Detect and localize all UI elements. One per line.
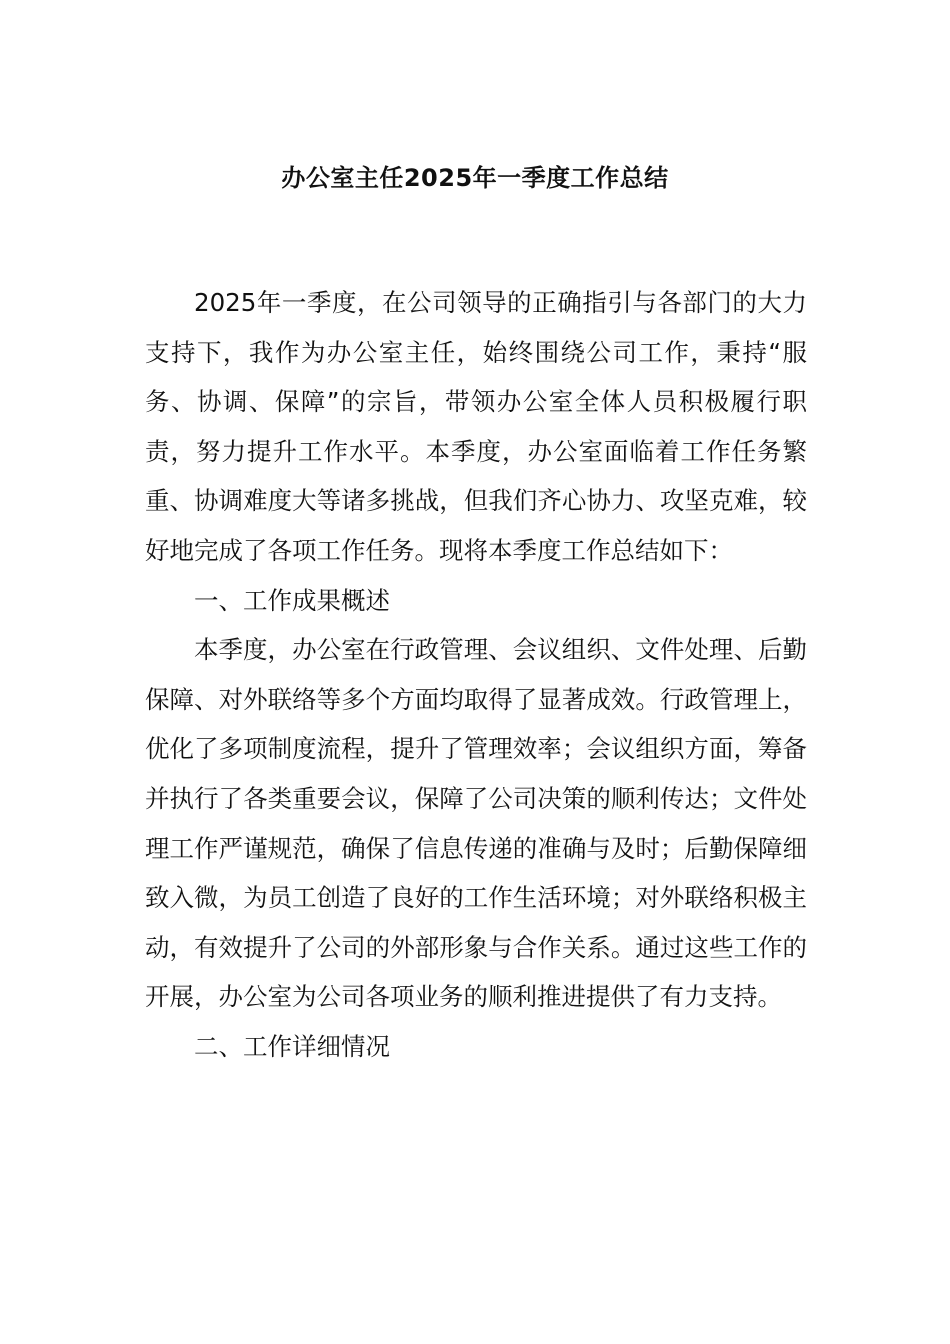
intro-paragraph: 2025年一季度，在公司领导的正确指引与各部门的大力支持下，我作为办公室主任，始终围绕公司工作，秉持“服务、协调、保障”的宗旨，带领办公室全体人员积极履行职责，努力提升工作水平。本季度，办公室面临着工作任务繁重、协调难度大等诸多挑战，但我们齐心协力、攻坚克难，较好地完成了各项工作任务。现将本季度工作总结如下： bbox=[145, 288, 807, 565]
document-body bbox=[145, 278, 807, 1072]
section-heading-2: 二、工作详细情况 bbox=[194, 1031, 390, 1061]
document-title: 办公室主任2025年一季度工作总结 bbox=[281, 164, 669, 192]
summary-paragraph: 本季度，办公室在行政管理、会议组织、文件处理、后勤保障、对外联络等多个方面均取得了显著成效。行政管理上，优化了多项制度流程，提升了管理效率；会议组织方面，筹备并执行了各类重要会议，保障了公司决策的顺利传达；文件处理工作严谨规范，确保了信息传递的准确与及时；后勤保障细致入微，为员工创造了良好的工作生活环境；对外联络积极主动，有效提升了公司的外部形象与合作关系。通过这些工作的开展，办公室为公司各项业务的顺利推进提供了有力支持。 bbox=[145, 635, 807, 1012]
section-heading-1: 一、工作成果概述 bbox=[194, 585, 390, 615]
